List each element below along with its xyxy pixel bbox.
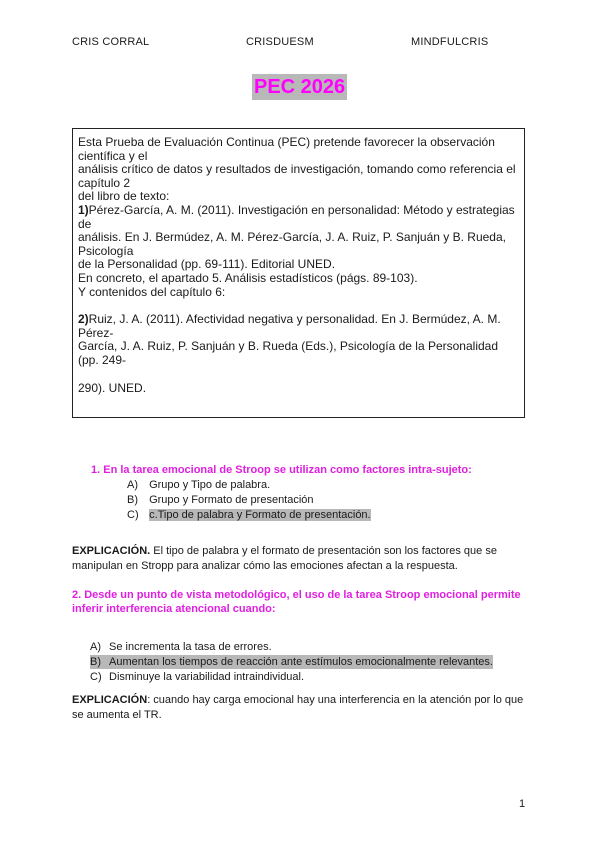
- question-1-options: [127, 478, 371, 523]
- option-c-correct[interactable]: C) c.Tipo de palabra y Formato de presentación.: [127, 509, 371, 521]
- option-c[interactable]: C) Disminuye la variabilidad intraindividual.: [90, 671, 305, 683]
- intro-line: análisis. En J. Bermúdez, A. M. Pérez-García, J. A. Ruiz, P. Sanjuán y B. Rueda, Psicología: [78, 230, 506, 258]
- highlighted-answer: c.Tipo de palabra y Formato de presentación.: [149, 509, 371, 521]
- question-1: 1. En la tarea emocional de Stroop se utilizan como factores intra-sujeto:: [91, 464, 472, 476]
- question-2-options: [90, 640, 493, 685]
- option-a[interactable]: A) Se incrementa la tasa de errores.: [90, 641, 272, 653]
- intro-line: 290). UNED.: [78, 380, 147, 395]
- intro-line: de la Personalidad (pp. 69-111). Editorial UNED.: [78, 257, 336, 272]
- option-b[interactable]: B) Grupo y Formato de presentación: [127, 494, 314, 506]
- reference-1: 1)Pérez-García, A. M. (2011). Investigación en personalidad: Método y estrategias de: [78, 202, 515, 231]
- intro-line: del libro de texto:: [78, 189, 170, 204]
- option-b-correct[interactable]: B) Aumentan los tiempos de reacción ante estímulos emocionalmente relevantes.: [90, 656, 493, 668]
- question-2: 2. Desde un punto de vista metodológico, el uso de la tarea Stroop emocional permite inferir interferencia atencional cuando:: [72, 589, 521, 615]
- page-title: PEC 2026: [254, 76, 346, 98]
- explanation-1: EXPLICACIÓN. El tipo de palabra y el formato de presentación son los factores que se manipulan en Stropp para analizar cómo las emociones afectan a la respuesta.: [72, 545, 497, 572]
- header-left: CRIS CORRAL: [72, 36, 150, 48]
- reference-2: 2)Ruiz, J. A. (2011). Afectividad negativa y personalidad. En J. Bermúdez, A. M. Pérez-: [78, 312, 501, 340]
- intro-line: Y contenidos del capítulo 6:: [78, 284, 226, 299]
- explanation-label: EXPLICACIÓN.: [72, 545, 151, 557]
- header-right: MINDFULCRIS: [411, 36, 489, 48]
- intro-line: análisis crítico de datos y resultados de investigación, tomando como referencia el capítulo 2: [78, 162, 516, 190]
- header-center: CRISDUESM: [246, 36, 314, 48]
- explanation-2: EXPLICACIÓN: cuando hay carga emocional hay una interferencia en la atención por lo que se aumenta el TR.: [72, 694, 524, 721]
- intro-line: Esta Prueba de Evaluación Continua (PEC) pretende favorecer la observación científica y el: [78, 135, 495, 163]
- reference-number: 1): [78, 202, 89, 217]
- intro-line: García, J. A. Ruiz, P. Sanjuán y B. Rueda (Eds.), Psicología de la Personalidad (pp. 249-: [78, 339, 499, 367]
- reference-number: 2): [78, 312, 89, 327]
- option-a[interactable]: A) Grupo y Tipo de palabra.: [127, 479, 271, 491]
- intro-box: [72, 128, 525, 418]
- intro-line: En concreto, el apartado 5. Análisis estadísticos (págs. 89-103).: [78, 270, 418, 285]
- page-number: 1: [519, 798, 526, 810]
- explanation-label: EXPLICACIÓN: [72, 694, 148, 706]
